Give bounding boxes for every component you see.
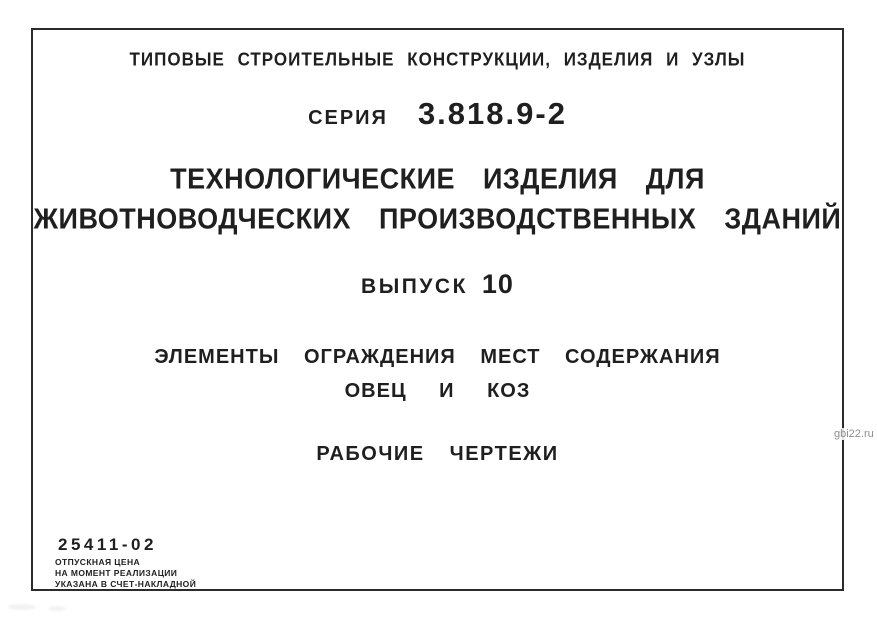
price-note-line2: НА МОМЕНТ РЕАЛИЗАЦИИ — [55, 568, 178, 578]
watermark: gbi22.ru — [834, 428, 874, 440]
price-note-line1: ОТПУСКНАЯ ЦЕНА — [55, 557, 141, 567]
document-code: 25411-02 — [58, 535, 157, 554]
subject-line1: ЭЛЕМЕНТЫ ОГРАЖДЕНИЯ МЕСТ СОДЕРЖАНИЯ — [154, 346, 721, 368]
scan-smudge — [8, 604, 36, 610]
price-note — [55, 557, 196, 590]
subject-line2: ОВЕЦ И КОЗ — [344, 380, 531, 402]
main-title-line1: ТЕХНОЛОГИЧЕСКИЕ ИЗДЕЛИЯ ДЛЯ — [170, 163, 705, 195]
document-category-heading: ТИПОВЫЕ СТРОИТЕЛЬНЫЕ КОНСТРУКЦИИ, ИЗДЕЛИЯ И УЗЛЫ — [129, 49, 746, 70]
main-title-line2: ЖИВОТНОВОДЧЕСКИХ ПРОИЗВОДСТВЕННЫХ ЗДАНИЙ — [33, 203, 842, 235]
series-number: 3.818.9-2 — [417, 96, 567, 131]
scan-smudge — [48, 606, 66, 611]
series-line — [31, 96, 844, 132]
issue-label: ВЫПУСК — [361, 275, 468, 298]
issue-number: 10 — [481, 269, 514, 299]
issue-line — [31, 269, 844, 300]
price-note-line3: УКАЗАНА В СЧЕТ-НАКЛАДНОЙ — [55, 579, 197, 589]
main-title — [31, 159, 844, 239]
document-type: РАБОЧИЕ ЧЕРТЕЖИ — [316, 443, 559, 465]
series-label: СЕРИЯ — [308, 107, 388, 129]
